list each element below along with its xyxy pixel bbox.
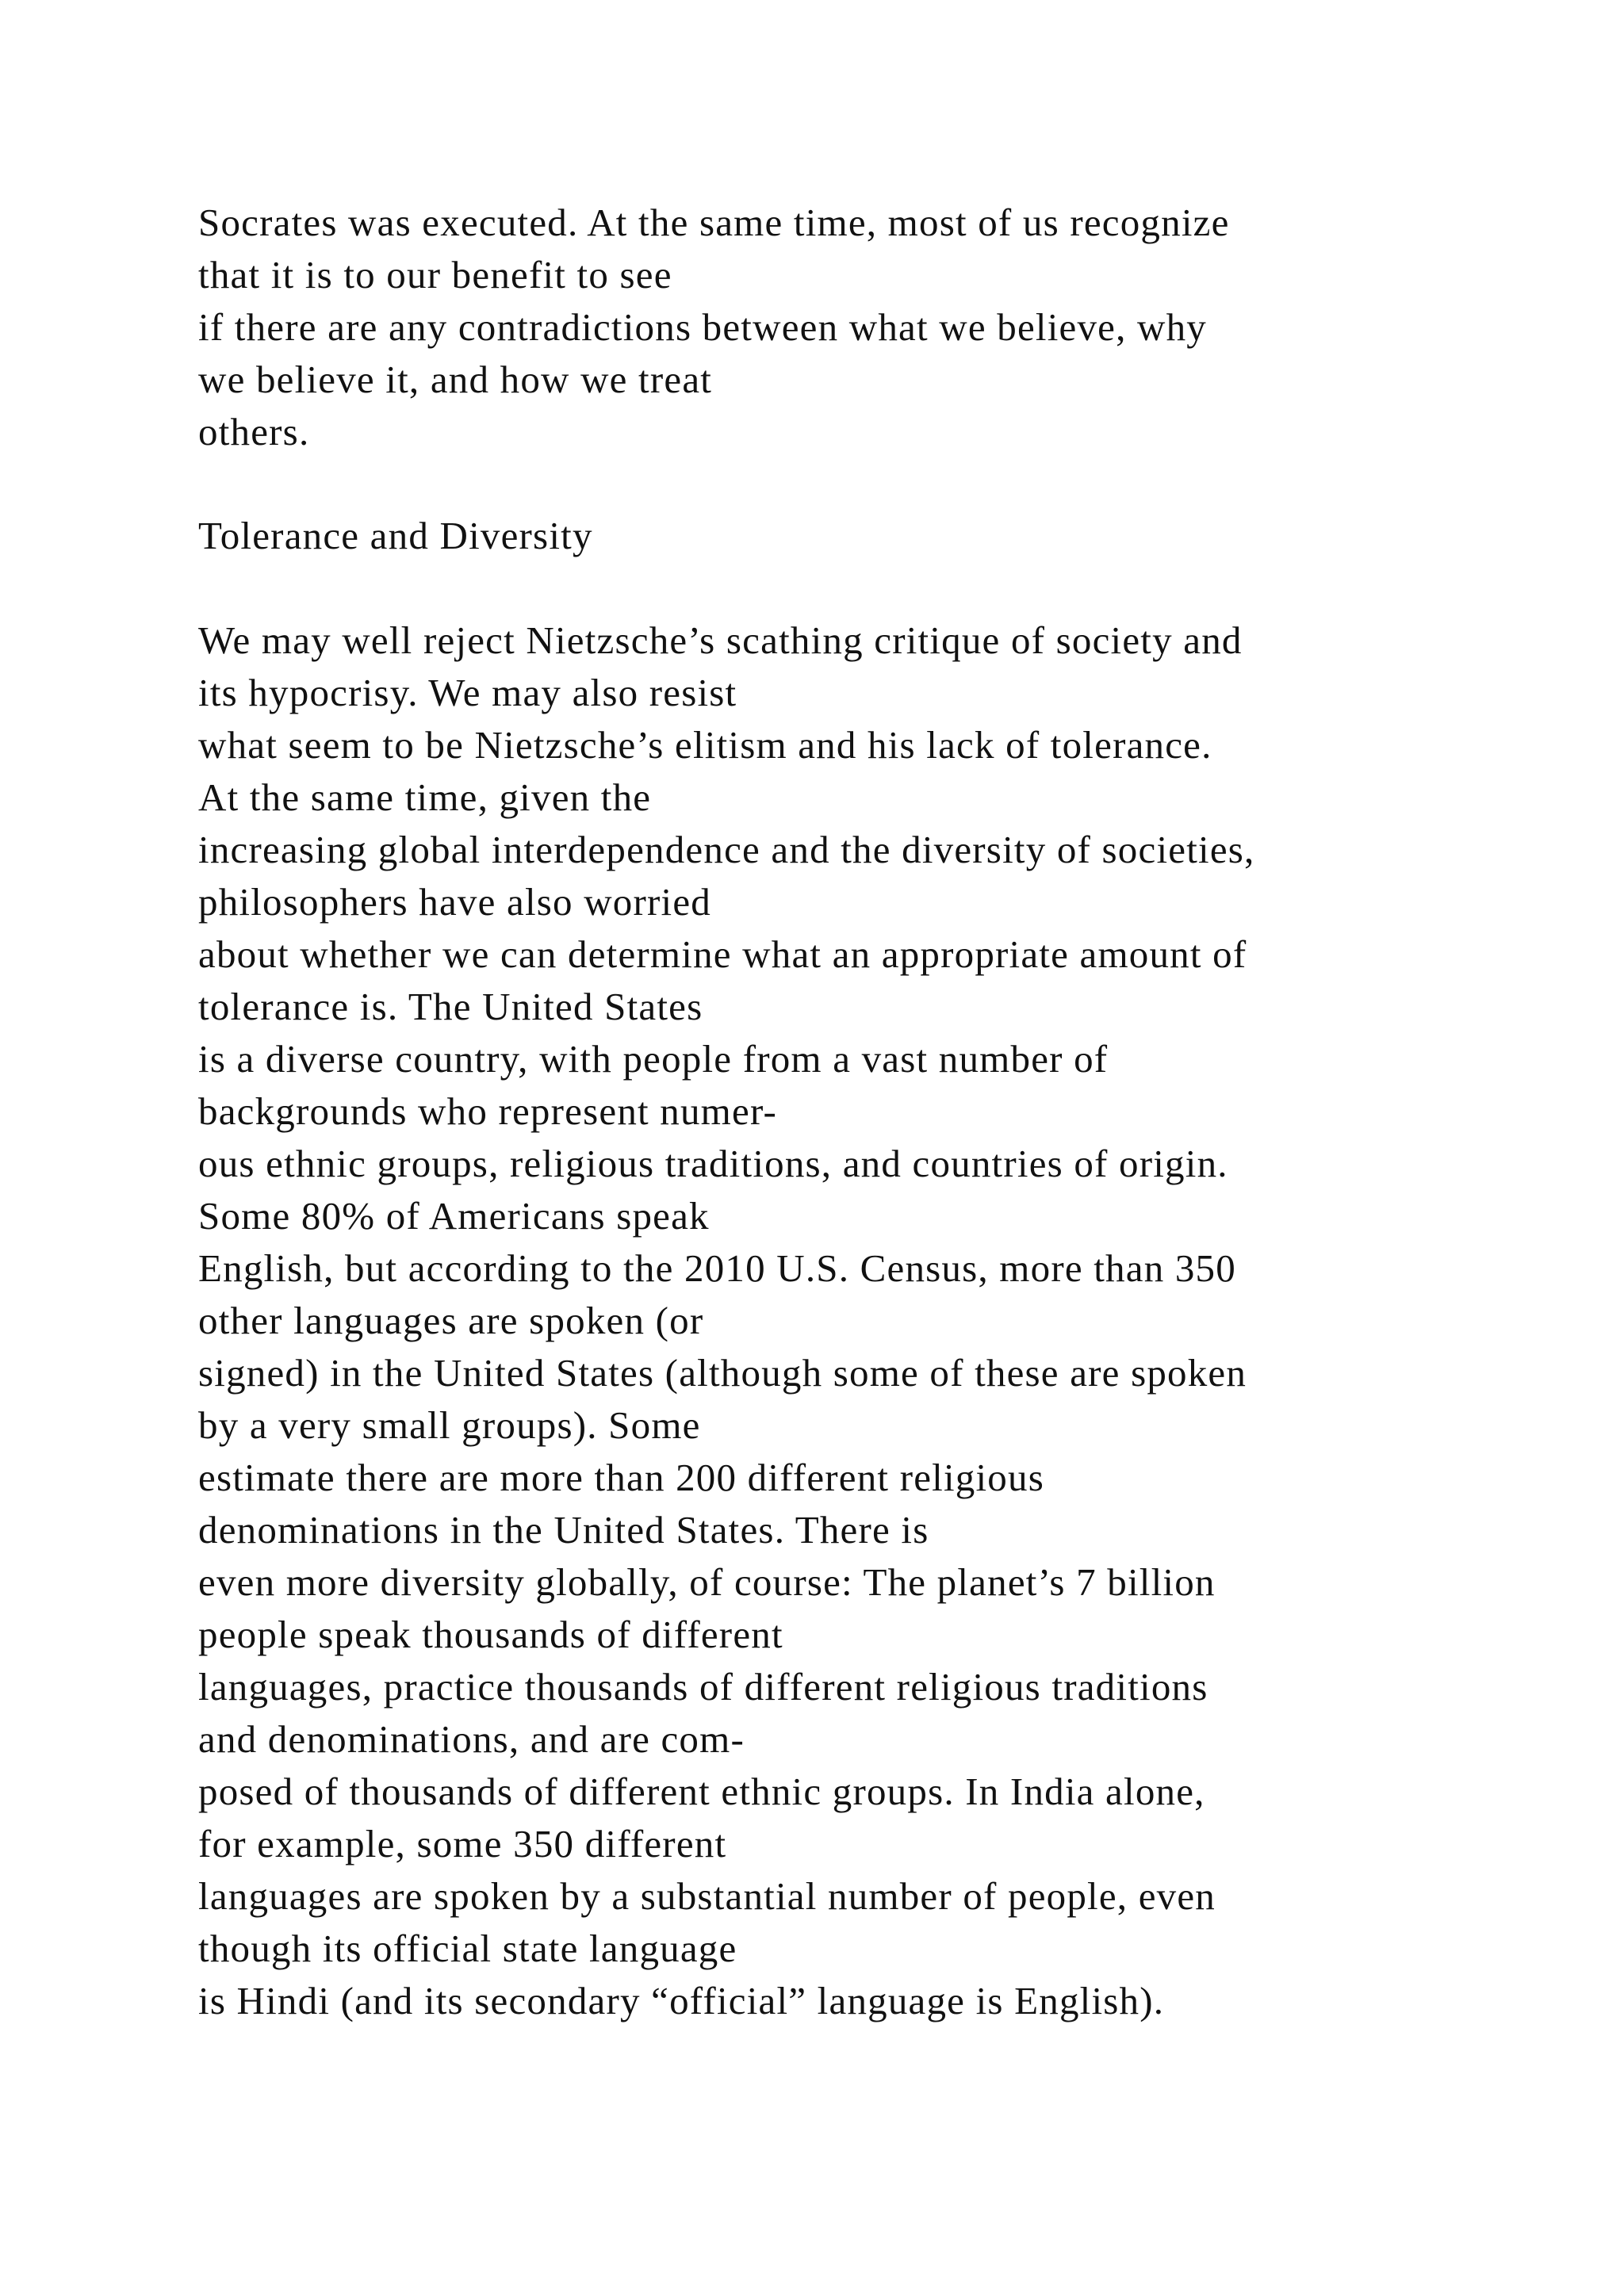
text-line: English, but according to the 2010 U.S. Census, more than 350 bbox=[198, 1246, 1236, 1290]
text-line: we believe it, and how we treat bbox=[198, 358, 713, 401]
text-line: Socrates was executed. At the same time, most of us recognize bbox=[198, 201, 1230, 244]
body-paragraph bbox=[198, 614, 1546, 2027]
text-line: is a diverse country, with people from a vast number of bbox=[198, 1037, 1109, 1081]
text-line: posed of thousands of different ethnic groups. In India alone, bbox=[198, 1770, 1205, 1813]
text-line: tolerance is. The United States bbox=[198, 985, 703, 1028]
text-line: what seem to be Nietzsche’s elitism and his lack of tolerance. bbox=[198, 723, 1212, 767]
text-line: At the same time, given the bbox=[198, 775, 652, 819]
text-line: philosophers have also worried bbox=[198, 880, 711, 924]
text-line: that it is to our benefit to see bbox=[198, 253, 672, 297]
text-line: and denominations, and are com- bbox=[198, 1717, 745, 1761]
text-line: ous ethnic groups, religious traditions, and countries of origin. bbox=[198, 1142, 1228, 1185]
text-line: languages are spoken by a substantial number of people, even bbox=[198, 1874, 1216, 1918]
text-line: Some 80% of Americans speak bbox=[198, 1194, 710, 1238]
text-line: increasing global interdependence and the diversity of societies, bbox=[198, 828, 1255, 871]
text-line: even more diversity globally, of course: The planet’s 7 billion bbox=[198, 1560, 1216, 1604]
text-line: signed) in the United States (although some of these are spoken bbox=[198, 1351, 1247, 1395]
section-heading-text: Tolerance and Diversity bbox=[198, 514, 593, 557]
text-line: about whether we can determine what an appropriate amount of bbox=[198, 932, 1247, 976]
text-line: other languages are spoken (or bbox=[198, 1299, 704, 1342]
text-line: denominations in the United States. There is bbox=[198, 1508, 929, 1552]
text-line: by a very small groups). Some bbox=[198, 1403, 701, 1447]
text-line: though its official state language bbox=[198, 1927, 737, 1970]
text-line: others. bbox=[198, 410, 310, 453]
section-heading bbox=[198, 510, 1546, 562]
intro-paragraph bbox=[198, 197, 1546, 458]
text-line: is Hindi (and its secondary “official” language is English). bbox=[198, 1979, 1165, 2022]
text-line: We may well reject Nietzsche’s scathing critique of society and bbox=[198, 618, 1243, 662]
text-line: estimate there are more than 200 different religious bbox=[198, 1456, 1044, 1499]
text-line: for example, some 350 different bbox=[198, 1822, 727, 1866]
text-line: if there are any contradictions between what we believe, why bbox=[198, 305, 1207, 349]
text-line: languages, practice thousands of different religious traditions bbox=[198, 1665, 1208, 1709]
text-line: its hypocrisy. We may also resist bbox=[198, 671, 737, 714]
text-line: people speak thousands of different bbox=[198, 1613, 783, 1656]
text-line: backgrounds who represent numer- bbox=[198, 1089, 777, 1133]
